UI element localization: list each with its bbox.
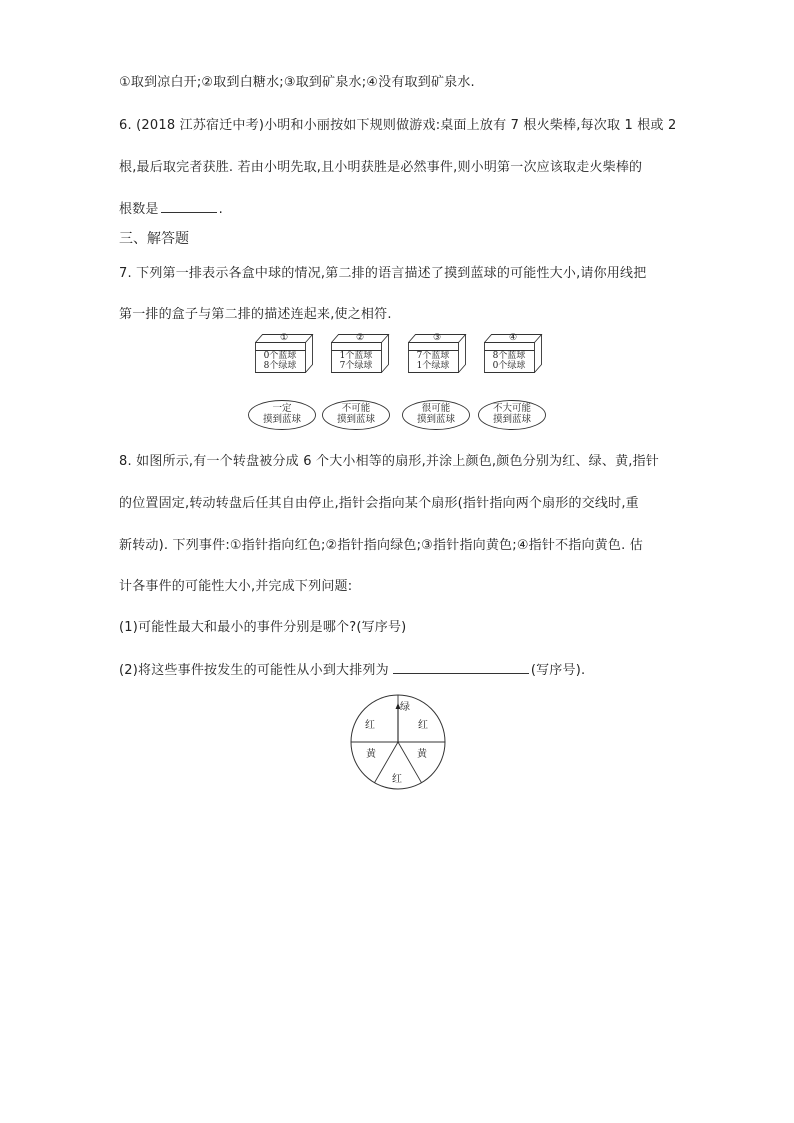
ball-box-3: [406, 332, 468, 374]
oval-line-1: 不可能: [341, 403, 371, 414]
answer-blank[interactable]: [161, 200, 217, 213]
green-ball-count: 1个绿球: [416, 361, 450, 371]
q5-options: ①取到凉白开;②取到白糖水;③取到矿泉水;④没有取到矿泉水.: [119, 75, 475, 90]
q6-suffix: .: [218, 202, 223, 217]
q6-line-2: 根,最后取完者获胜. 若由小明先取,且小明获胜是必然事件,则小明第一次应该取走火柴棒的: [119, 160, 643, 175]
green-ball-count: 7个绿球: [339, 361, 373, 371]
ball-box-4: [482, 332, 544, 374]
blue-ball-count: 7个蓝球: [416, 351, 450, 361]
sector-label-upper-right: 红: [418, 720, 428, 731]
likelihood-oval-4: [477, 399, 547, 431]
spinner-diagram: [348, 692, 448, 792]
q8-line-2: 的位置固定,转动转盘后任其自由停止,指针会指向某个扇形(指针指向两个扇形的交线时,重: [119, 496, 639, 511]
blue-ball-count: 0个蓝球: [263, 351, 297, 361]
q8-sub-2: [119, 659, 585, 678]
oval-line-2: 摸到蓝球: [416, 414, 455, 425]
q8-line-4: 计各事件的可能性大小,并完成下列问题:: [119, 579, 353, 594]
q8-line-1: 8. 如图所示,有一个转盘被分成 6 个大小相等的扇形,并涂上颜色,颜色分别为红、绿、黄,指针: [119, 454, 660, 469]
likelihood-oval-3: [401, 399, 471, 431]
q8-sub-2-suffix: (写序号).: [530, 663, 586, 678]
q8-line-3: 新转动). 下列事件:①指针指向红色;②指针指向绿色;③指针指向黄色;④指针不指向黄色. 估: [119, 538, 643, 553]
ball-box-2: [329, 332, 391, 374]
sector-label-lower-right: 黄: [417, 749, 427, 760]
ball-box-1: [253, 332, 315, 374]
oval-line-2: 摸到蓝球: [336, 414, 375, 425]
sector-label-bottom: 红: [392, 774, 402, 785]
oval-line-1: 不大可能: [492, 403, 531, 414]
sector-label-lower-left: 黄: [366, 749, 376, 760]
box-number: ③: [432, 333, 442, 343]
sector-label-upper-left: 红: [365, 720, 375, 731]
oval-line-2: 摸到蓝球: [262, 414, 301, 425]
q6-line-1: 6. (2018 江苏宿迁中考)小明和小丽按如下规则做游戏:桌面上放有 7 根火柴棒,每次取 1 根或 2: [119, 118, 677, 133]
oval-line-1: 很可能: [421, 403, 451, 414]
blue-ball-count: 1个蓝球: [339, 351, 373, 361]
q6-prefix: 根数是: [119, 202, 159, 217]
oval-line-2: 摸到蓝球: [492, 414, 531, 425]
q7-line-1: 7. 下列第一排表示各盒中球的情况,第二排的语言描述了摸到蓝球的可能性大小,请你用线把: [119, 266, 647, 281]
box-number: ④: [508, 333, 518, 343]
q8-sub-1: (1)可能性最大和最小的事件分别是哪个?(写序号): [119, 620, 407, 635]
oval-line-1: 一定: [272, 403, 292, 414]
section-heading: 三、解答题: [119, 231, 189, 247]
q7-line-2: 第一排的盒子与第二排的描述连起来,使之相符.: [119, 307, 392, 322]
likelihood-oval-2: [321, 399, 391, 431]
green-ball-count: 8个绿球: [263, 361, 297, 371]
q6-line-3: [119, 198, 223, 217]
box-number: ①: [279, 333, 289, 343]
green-ball-count: 0个绿球: [492, 361, 526, 371]
sector-label-top: 绿: [400, 702, 410, 713]
blue-ball-count: 8个蓝球: [492, 351, 526, 361]
q8-sub-2-prefix: (2)将这些事件按发生的可能性从小到大排列为: [119, 663, 389, 678]
answer-blank-long[interactable]: [393, 661, 529, 674]
likelihood-oval-1: [247, 399, 317, 431]
box-number: ②: [355, 333, 365, 343]
